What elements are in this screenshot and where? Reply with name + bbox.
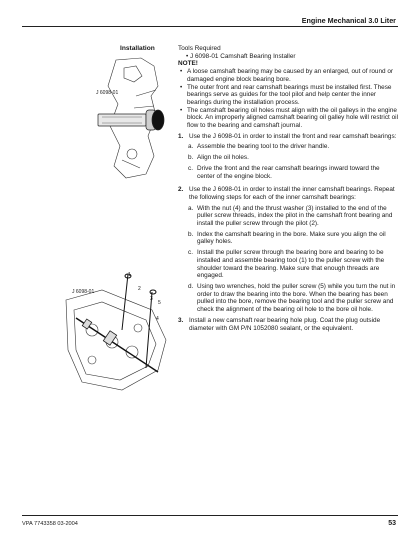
procedure-content (178, 45, 398, 332)
substep-letter: b. (188, 230, 194, 238)
substep (178, 154, 398, 162)
callout-2: 2 (138, 286, 141, 292)
tool-item: • J 6098-01 Camshaft Bearing Installer (186, 52, 296, 60)
header-title: Engine Mechanical 3.0 Liter (301, 16, 396, 25)
substep-letter: b. (188, 154, 194, 162)
step-2 (178, 186, 398, 201)
substep-letter: c. (188, 249, 193, 257)
page-number: 53 (388, 520, 396, 527)
callout-3: 3 (150, 296, 153, 302)
substep (178, 283, 398, 314)
substep-letter: c. (188, 164, 193, 172)
tools-title: Tools Required (178, 45, 221, 52)
note-item: • The camshaft bearing oil holes must align with the oil galleys in the engine block. An improperly aligned camshaft bearing oil galley hole will restrict oil flow to the bearing and camshaft journal. (178, 107, 398, 130)
substep-letter: a. (188, 204, 194, 212)
substep (178, 205, 398, 228)
note-title: NOTE! (178, 60, 198, 68)
substep-letter: d. (188, 282, 194, 290)
substep-text: Align the oil holes. (197, 154, 249, 162)
substep-text: With the nut (4) and the thrust washer (3) installed to the end of the puller screw threads, index the pilot in the camshaft front bearing and install the puller screw through the pilot (2). (197, 204, 393, 228)
substep-text: Using two wrenches, hold the puller screw (5) while you turn the nut in order to draw the bearing into the bore. When the bearing has been pulled into the bore, remove the bearing tool and the puller screw and check the alignment of the bearing oil hole to the bore oil hole. (197, 282, 396, 314)
step-3 (178, 317, 398, 332)
figure-1-tool-label: J 6098-01 (96, 90, 119, 96)
callout-5: 5 (158, 300, 161, 306)
substep-text: Assemble the bearing tool to the driver handle. (197, 143, 330, 151)
callout-1: 1 (128, 272, 131, 278)
substep-text: Drive the front and the rear camshaft bearings inward toward the center of the engine block. (197, 164, 380, 180)
callout-4: 4 (156, 316, 159, 322)
substep (178, 165, 398, 180)
substep (178, 249, 398, 280)
substep-text: Index the camshaft bearing in the bore. Make sure you align the oil galley holes. (197, 230, 386, 246)
substep-letter: a. (188, 143, 194, 151)
substep-text: Install the puller screw through the bearing bore and bearing to be installed and assemble bearing tool (1) to the puller screw with the shoulder toward the bearing. Make sure that enough threads are engaged. (197, 249, 385, 280)
substep (178, 231, 398, 246)
step-number: 2. (178, 186, 184, 194)
step-text: Use the J 6098-01 in order to install the front and rear camshaft bearings: (189, 132, 397, 140)
section-label: Installation (120, 45, 155, 52)
substep (178, 143, 398, 151)
step-text: Use the J 6098-01 in order to install the inner camshaft bearings. Repeat the following steps for each of the inner camshaft bearings: (189, 186, 395, 201)
step-text: Install a new camshaft rear bearing hole plug. Coat the plug outside diameter with GM P/N 1052080 sealant, or the equivalent. (189, 316, 381, 332)
figure-2-tool-label: J 6098-01 (72, 289, 95, 295)
footer-doc-id: VPA 7743358 03-2004 (22, 521, 78, 527)
header-rule (22, 26, 398, 27)
installer-tool (98, 110, 164, 130)
step-number: 3. (178, 316, 184, 324)
step-number: 1. (178, 132, 184, 140)
step-1 (178, 133, 398, 141)
note-item: • The outer front and rear camshaft bearings must be installed first. These bearings serve as guides for the tool pilot and help center the inner bearings during the installation process. (178, 84, 398, 107)
footer-rule (22, 515, 398, 516)
figure-front-bearing-install (96, 56, 166, 181)
note-item: • A loose camshaft bearing may be caused by an enlarged, out of round or damaged engine block bearing bore. (178, 68, 398, 83)
